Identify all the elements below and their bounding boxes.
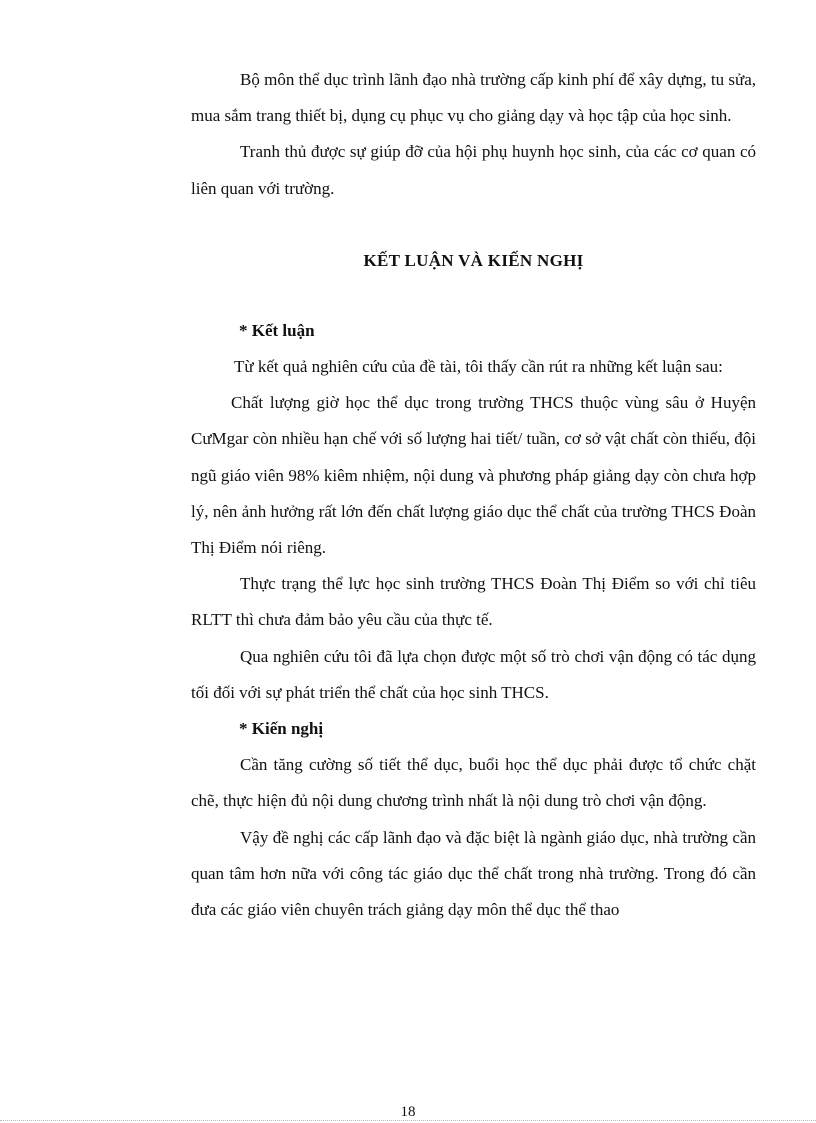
conclusion-paragraph: Chất lượng giờ học thể dục trong trường THCS thuộc vùng sâu ở Huyện CưMgar còn nhiều hạn chế với số lượng hai tiết/ tuần, cơ sở vật chất còn thiếu, đội ngũ giáo viên 98% kiêm nhiệm, nội dung và phương pháp giảng dạy còn chưa hợp lý, nên ảnh hưởng rất lớn đến chất lượng giáo dục thể chất của trường THCS Đoàn Thị Điểm nói riêng. [191, 393, 756, 558]
conclusion-paragraph: Từ kết quả nghiên cứu của đề tài, tôi thấy cần rút ra những kết luận sau: [234, 357, 723, 377]
paragraph-funding: Bộ môn thể dục trình lãnh đạo nhà trường cấp kinh phí để xây dựng, tu sửa, mua sắm trang thiết bị, dụng cụ phục vụ cho giảng dạy và học tập của học sinh. [191, 70, 756, 126]
conclusion-title: * Kết luận [239, 320, 315, 340]
footer-divider [0, 1120, 816, 1121]
conclusion-paragraph: Qua nghiên cứu tôi đã lựa chọn được một số trò chơi vận động có tác dụng tối đối với sự phát triển thể chất của học sinh THCS. [191, 646, 756, 702]
page-body [191, 62, 756, 928]
recommendation-paragraph: Cần tăng cường số tiết thể dục, buổi học thể dục phải được tổ chức chặt chẽ, thực hiện đủ nội dung chương trình nhất là nội dung trò chơi vận động. [191, 755, 756, 811]
page-number: 18 [400, 1104, 416, 1120]
conclusion-paragraph: Thực trạng thể lực học sinh trường THCS Đoàn Thị Điểm so với chỉ tiêu RLTT thì chưa đảm bảo yêu cầu của thực tế. [191, 574, 756, 630]
recommendation-paragraph: Vậy đề nghị các cấp lãnh đạo và đặc biệt là ngành giáo dục, nhà trường cần quan tâm hơn nữa với công tác giáo dục thể chất trong nhà trường. Trong đó cần đưa các giáo viên chuyên trách giảng dạy môn thể dục thể thao [191, 827, 756, 920]
spacer [191, 279, 756, 313]
paragraph-parents-support: Tranh thủ được sự giúp đỡ của hội phụ huynh học sinh, của các cơ quan có liên quan với trường. [191, 142, 756, 198]
recommendation-title: * Kiến nghị [239, 719, 324, 739]
spacer [191, 207, 756, 243]
section-heading: KẾT LUẬN VÀ KIẾN NGHỊ [363, 250, 584, 270]
